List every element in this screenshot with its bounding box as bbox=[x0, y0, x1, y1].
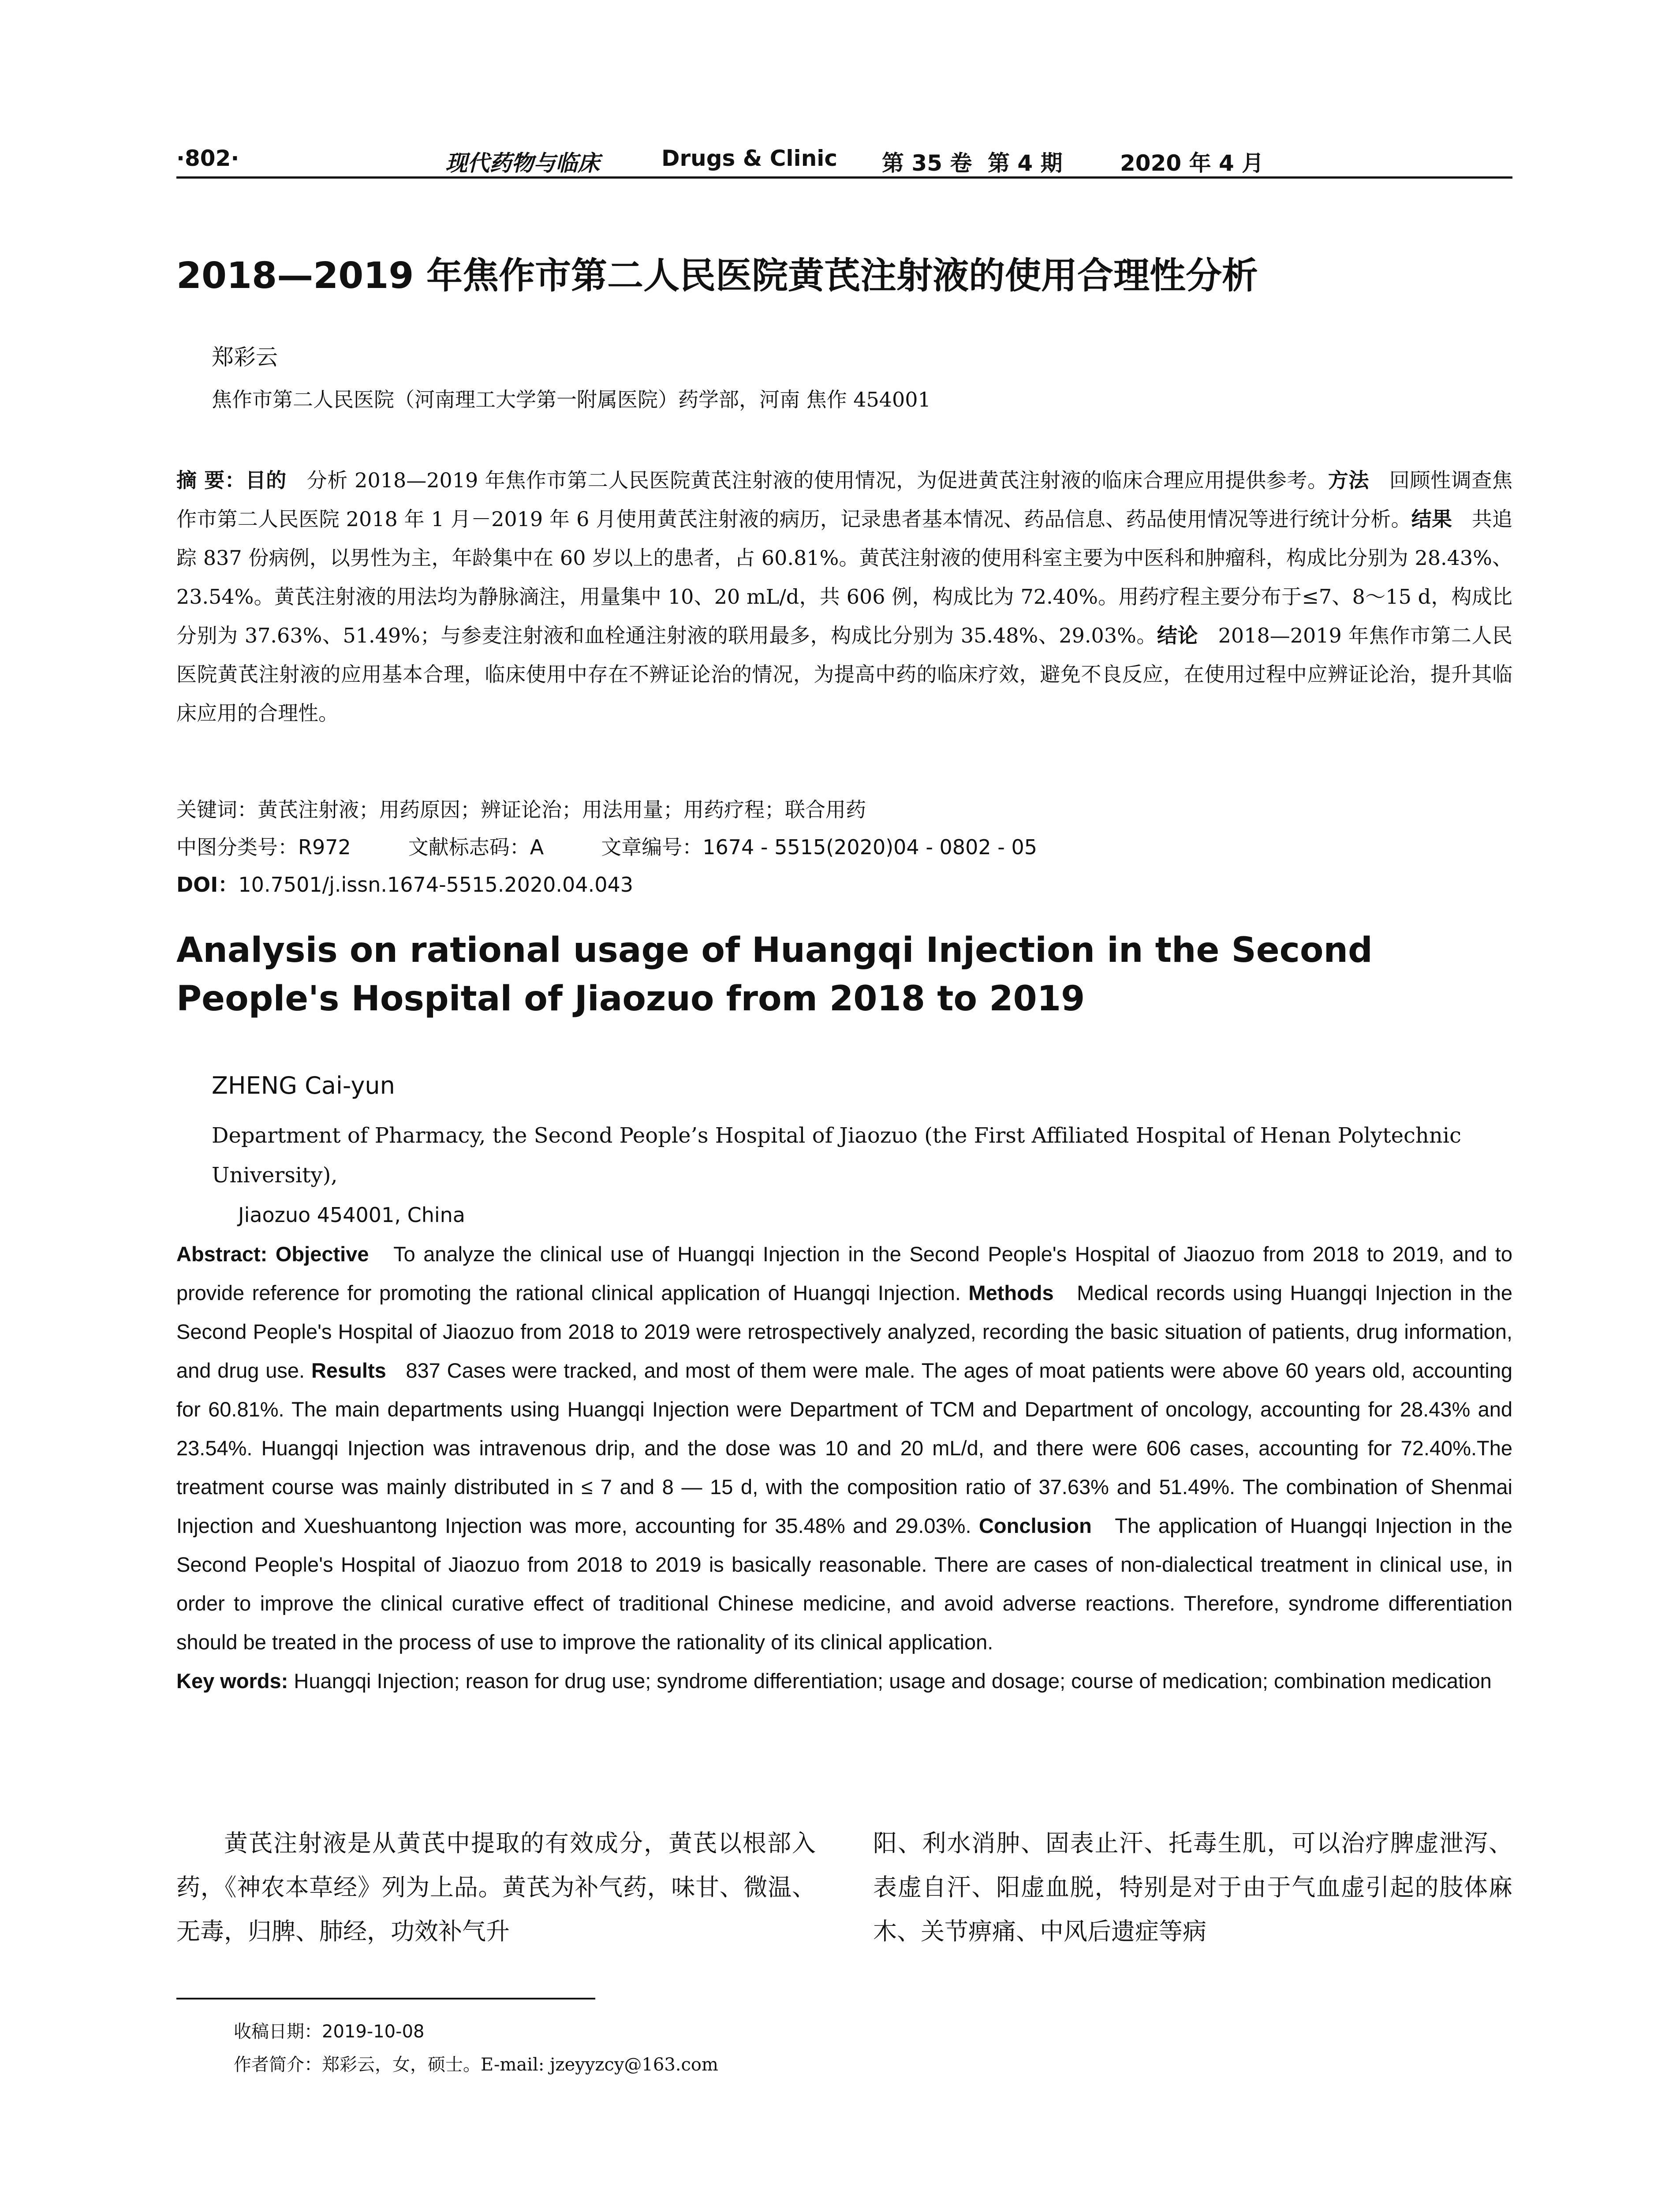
conclusion-cn: 2018—2019 年焦作市第二人民医院黄芪注射液的应用基本合理，临床使用中存在不辨证论治的情况，为提高中药的临床疗效，避免不良反应，在使用过程中应辨证论治，提升其临床应用的合理性。 bbox=[176, 624, 1512, 725]
keywords-cn-value: 黄芪注射液；用药原因；辨证论治；用法用量；用药疗程；联合用药 bbox=[258, 798, 866, 822]
objective-en: To analyze the clinical use of Huangqi Injection in the Second People's Hospital of Jiaozuo from 2018 to 2019, and to provide reference for promoting the rational clinical application of Huangqi Injection. bbox=[176, 1242, 1513, 1304]
title-en: Analysis on rational usage of Huangqi Injection in the Second People's Hospital of Jiaozuo from 2018 to 2019 bbox=[176, 931, 1373, 1019]
conclusion-label-cn: 结论 bbox=[1157, 624, 1198, 647]
affiliation-en-line1: Department of Pharmacy, the Second People’s Hospital of Jiaozuo (the First Affiliated Hospital of Henan Polytechnic University), bbox=[212, 1123, 1461, 1188]
methods-label-cn: 方法 bbox=[1328, 468, 1370, 492]
doi-line bbox=[176, 869, 633, 898]
keywords-en-label: Key words: bbox=[176, 1669, 288, 1693]
clc-label: 中图分类号： bbox=[176, 835, 298, 859]
page-number: ·802· bbox=[176, 146, 239, 171]
author-en: ZHENG Cai-yun bbox=[212, 1072, 395, 1099]
volume: 第 35 卷 bbox=[882, 150, 972, 176]
objective-label-cn: 目的 bbox=[245, 468, 287, 492]
header-rule bbox=[176, 176, 1512, 179]
title-cn: 2018—2019 年焦作市第二人民医院黄芪注射液的使用合理性分析 bbox=[176, 255, 1258, 297]
doc-code-value: A bbox=[530, 835, 544, 859]
objective-cn: 分析 2018—2019 年焦作市第二人民医院黄芪注射液的使用情况，为促进黄芪注射液的临床合理应用提供参考。 bbox=[306, 468, 1328, 492]
objective-label-en: Objective bbox=[275, 1242, 369, 1266]
results-cn: 共追踪 837 份病例，以男性为主，年龄集中在 60 岁以上的患者，占 60.81%。黄芪注射液的使用科室主要为中医科和肿瘤科，构成比分别为 28.43%、23.54%。黄芪注射液的用法均为静脉滴注，用量集中 10、20 mL/d，共 606 例，构成比为 72.40%。用药疗程主要分布于≤7、8～15 d，构成比分别为 37.63%、51.49%；与参麦注射液和血栓通注射液的联用最多，构成比分别为 35.48%、29.03%。 bbox=[176, 507, 1513, 647]
doc-code-label: 文献标志码： bbox=[408, 835, 530, 859]
affiliation-cn: 焦作市第二人民医院（河南理工大学第一附属医院）药学部，河南 焦作 454001 bbox=[212, 388, 931, 411]
doi-value[interactable]: 10.7501/j.issn.1674-5515.2020.04.043 bbox=[238, 873, 634, 897]
methods-label-en: Methods bbox=[968, 1281, 1054, 1304]
abstract-en bbox=[176, 1235, 1512, 1700]
received-date: 2019-10-08 bbox=[322, 2022, 425, 2042]
author-intro-label: 作者简介： bbox=[234, 2055, 322, 2075]
abstract-cn bbox=[176, 461, 1512, 733]
abstract-cn-label: 摘 要： bbox=[176, 468, 246, 492]
author-intro-value: 郑彩云，女，硕士。E-mail: jzeyyzcy@163.com bbox=[322, 2055, 718, 2075]
results-label-en: Results bbox=[311, 1359, 386, 1382]
body-column-right bbox=[873, 1821, 1512, 1954]
received-label: 收稿日期： bbox=[234, 2022, 322, 2042]
affiliation-en bbox=[212, 1116, 1512, 1235]
classification-line bbox=[176, 831, 1037, 860]
running-header bbox=[176, 141, 1512, 176]
footnote-received bbox=[234, 2018, 424, 2043]
body-paragraph-right: 阳、利水消肿、固表止汗、托毒生肌，可以治疗脾虚泄泻、表虚自汗、阳虚血脱，特别是对于由于气血虚引起的肢体麻木、关节痹痛、中风后遗症等病 bbox=[873, 1829, 1512, 1945]
methods-en: Medical records using Huangqi Injection in the Second People's Hospital of Jiaozuo from 2018 to 2019 were retrospectively analyzed, recording the basic situation of patients, drug information, and drug use. bbox=[176, 1281, 1512, 1382]
issue: 第 4 期 bbox=[988, 150, 1063, 176]
doi-label: DOI： bbox=[176, 873, 239, 897]
journal-name-cn: 现代药物与临床 bbox=[445, 150, 600, 176]
conclusion-en: The application of Huangqi Injection in the Second People's Hospital of Jiaozuo from 2018 to 2019 is basically reasonable. There are cases of non-dialectical treatment in clinical use, in order to improve the clinical curative effect of traditional Chinese medicine, and avoid adverse reactions. Therefore, syndrome differentiation should be treated in the process of use to improve the rationality of its clinical application. bbox=[176, 1514, 1512, 1654]
article-number-value: 1674 - 5515(2020)04 - 0802 - 05 bbox=[702, 835, 1037, 859]
conclusion-label-en: Conclusion bbox=[978, 1514, 1092, 1537]
methods-cn: 回顾性调查焦作市第二人民医院 2018 年 1 月－2019 年 6 月使用黄芪注射液的病历，记录患者基本情况、药品信息、药品使用情况等进行统计分析。 bbox=[176, 468, 1513, 531]
affiliation-en-line2: Jiaozuo 454001, China bbox=[238, 1203, 465, 1227]
author-cn: 郑彩云 bbox=[212, 344, 278, 370]
footnote-rule bbox=[176, 1998, 595, 1999]
results-label-cn: 结果 bbox=[1411, 507, 1452, 531]
body-paragraph-left: 黄芪注射液是从黄芪中提取的有效成分，黄芪以根部入药，《神农本草经》列为上品。黄芪为补气药，味甘、微温、无毒，归脾、肺经，功效补气升 bbox=[176, 1829, 816, 1945]
keywords-en-value: Huangqi Injection; reason for drug use; syndrome differentiation; usage and dosage; course of medication; combination medication bbox=[294, 1669, 1492, 1693]
results-en: 837 Cases were tracked, and most of them were male. The ages of moat patients were above 60 years old, accounting for 60.81%. The main departments using Huangqi Injection were Department of TCM and Department of oncology, accounting for 28.43% and 23.54%. Huangqi Injection was intravenous drip, and the dose was 10 and 20 mL/d, and there were 606 cases, accounting for 72.40%.The treatment course was mainly distributed in ≤ 7 and 8 — 15 d, with the composition ratio of 37.63% and 51.49%. The combination of Shenmai Injection and Xueshuantong Injection was more, accounting for 35.48% and 29.03%. bbox=[176, 1359, 1512, 1537]
abstract-en-label: Abstract: bbox=[176, 1242, 268, 1266]
journal-name-en: Drugs & Clinic bbox=[661, 146, 838, 171]
keywords-cn bbox=[176, 794, 866, 823]
body-column-left bbox=[176, 1821, 816, 1954]
article-number-label: 文章编号： bbox=[601, 835, 703, 859]
footnote-author bbox=[234, 2051, 718, 2076]
issue-date: 2020 年 4 月 bbox=[1120, 150, 1264, 176]
clc-value: R972 bbox=[298, 835, 351, 859]
keywords-cn-label: 关键词： bbox=[176, 798, 258, 822]
